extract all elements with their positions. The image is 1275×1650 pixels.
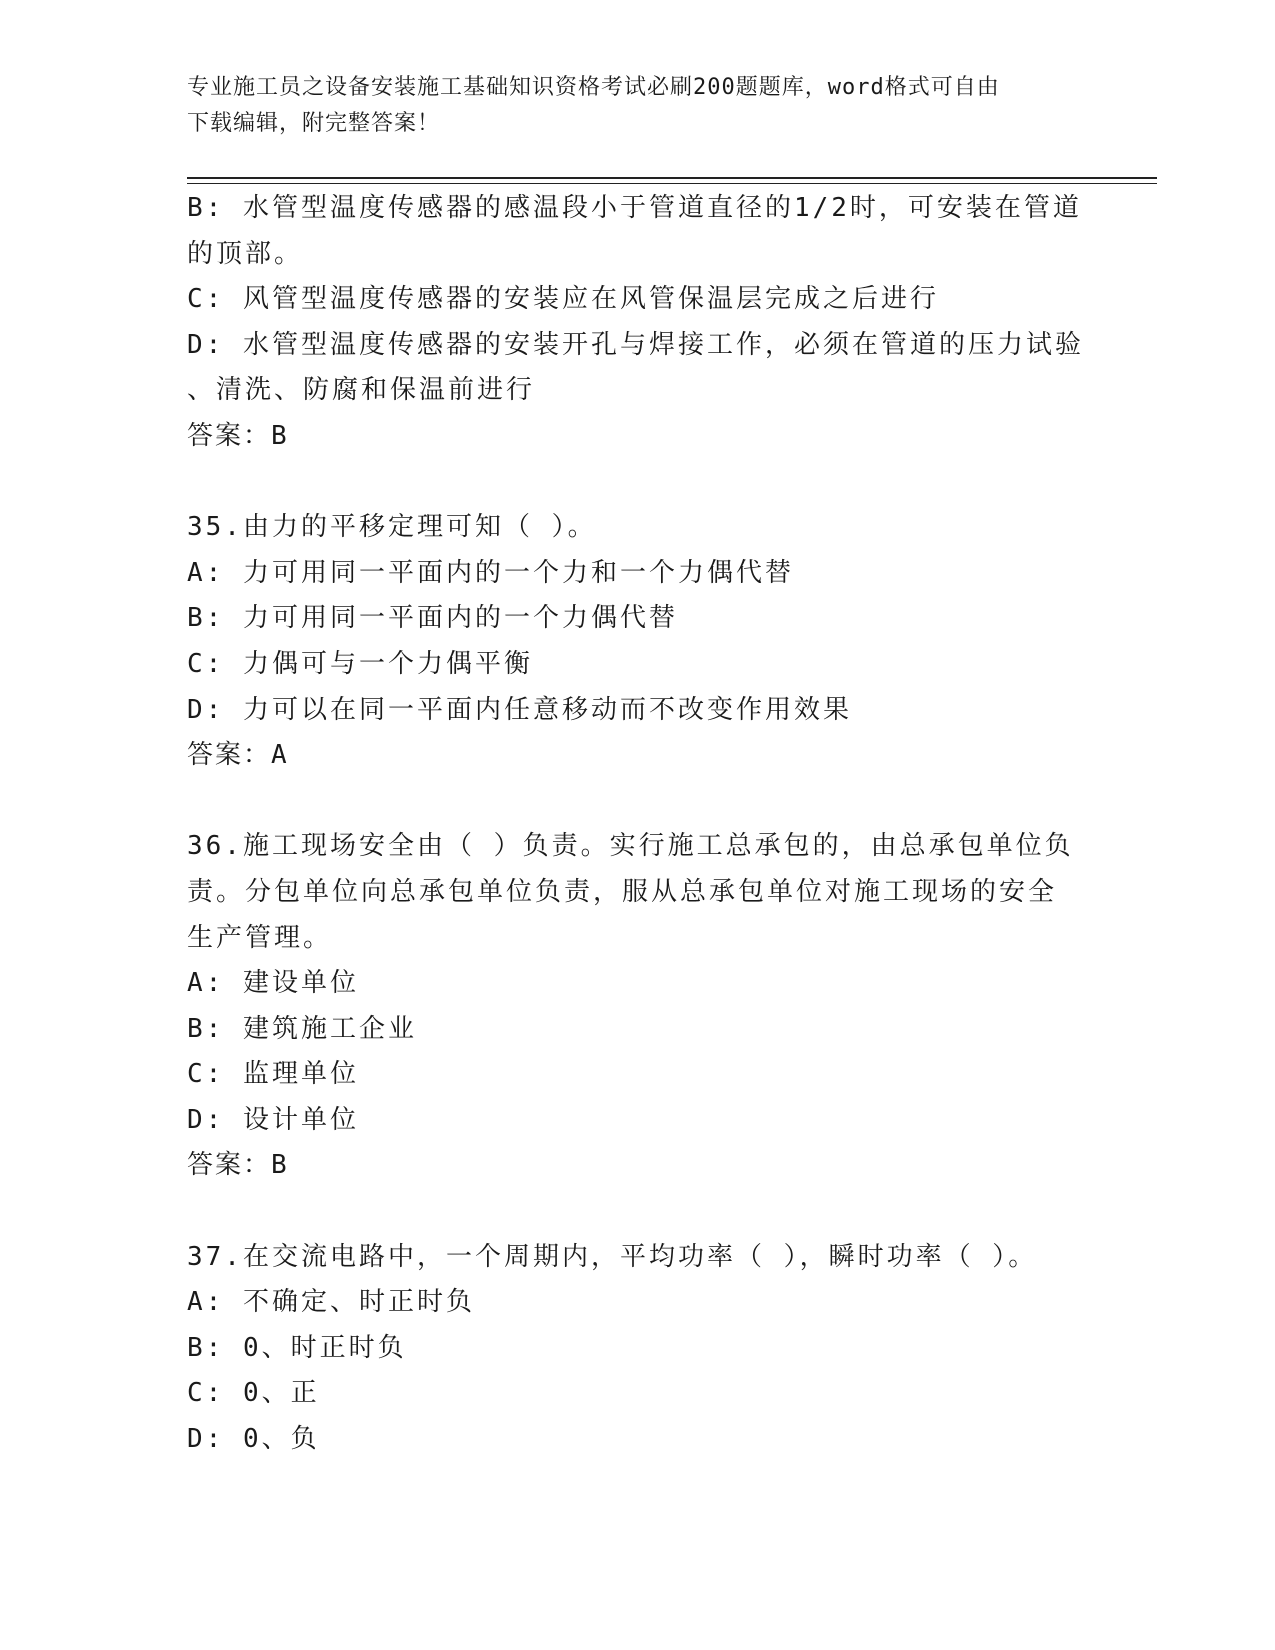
header-title-line1: 专业施工员之设备安装施工基础知识资格考试必刷200题题库，word格式可自由 [187, 75, 1000, 100]
option-a: A: 不确定、时正时负 [187, 1287, 475, 1318]
question-text: 37.在交流电路中，一个周期内，平均功率（ ），瞬时功率（ ）。 [187, 1241, 1038, 1272]
option-b: B: 建筑施工企业 [187, 1013, 417, 1044]
option-b-line2: 的顶部。 [187, 238, 304, 269]
question-35 [187, 505, 1087, 779]
question-36 [187, 824, 1087, 1189]
spacer [187, 779, 1087, 825]
option-d-line2: 、清洗、防腐和保温前进行 [187, 375, 536, 406]
question-text: 35.由力的平移定理可知（ ）。 [187, 512, 597, 543]
answer: 答案：B [187, 1150, 289, 1181]
document-header [187, 70, 1087, 142]
option-a: A: 建设单位 [187, 968, 359, 999]
answer: 答案：B [187, 420, 289, 451]
option-d: D: 0、负 [187, 1424, 320, 1455]
answer: 答案：A [187, 740, 289, 771]
question-text-line1: 36.施工现场安全由（ ）负责。实行施工总承包的，由总承包单位负 [187, 831, 1074, 862]
option-c: C: 风管型温度传感器的安装应在风管保温层完成之后进行 [187, 284, 939, 315]
document-body [187, 186, 1087, 1463]
question-37 [187, 1235, 1087, 1463]
option-c: C: 监理单位 [187, 1059, 359, 1090]
spacer [187, 460, 1087, 506]
option-d-line1: D: 水管型温度传感器的安装开孔与焊接工作，必须在管道的压力试验 [187, 329, 1084, 360]
option-b-line1: B: 水管型温度传感器的感温段小于管道直径的1/2时，可安装在管道 [187, 193, 1082, 223]
header-divider-thick [187, 177, 1157, 179]
question-text-line3: 生产管理。 [187, 922, 333, 953]
option-b: B: 力可用同一平面内的一个力偶代替 [187, 603, 678, 634]
header-divider-thin [187, 183, 1157, 184]
header-title-line2: 下载编辑，附完整答案！ [187, 111, 441, 136]
option-d: D: 设计单位 [187, 1104, 359, 1135]
spacer [187, 1189, 1087, 1235]
option-c: C: 0、正 [187, 1378, 320, 1409]
option-c: C: 力偶可与一个力偶平衡 [187, 648, 533, 679]
option-d: D: 力可以在同一平面内任意移动而不改变作用效果 [187, 694, 852, 725]
question-text-line2: 责。分包单位向总承包单位负责，服从总承包单位对施工现场的安全 [187, 876, 1058, 907]
option-b: B: 0、时正时负 [187, 1332, 407, 1363]
option-a: A: 力可用同一平面内的一个力和一个力偶代替 [187, 557, 794, 588]
question-34-continued [187, 186, 1087, 460]
